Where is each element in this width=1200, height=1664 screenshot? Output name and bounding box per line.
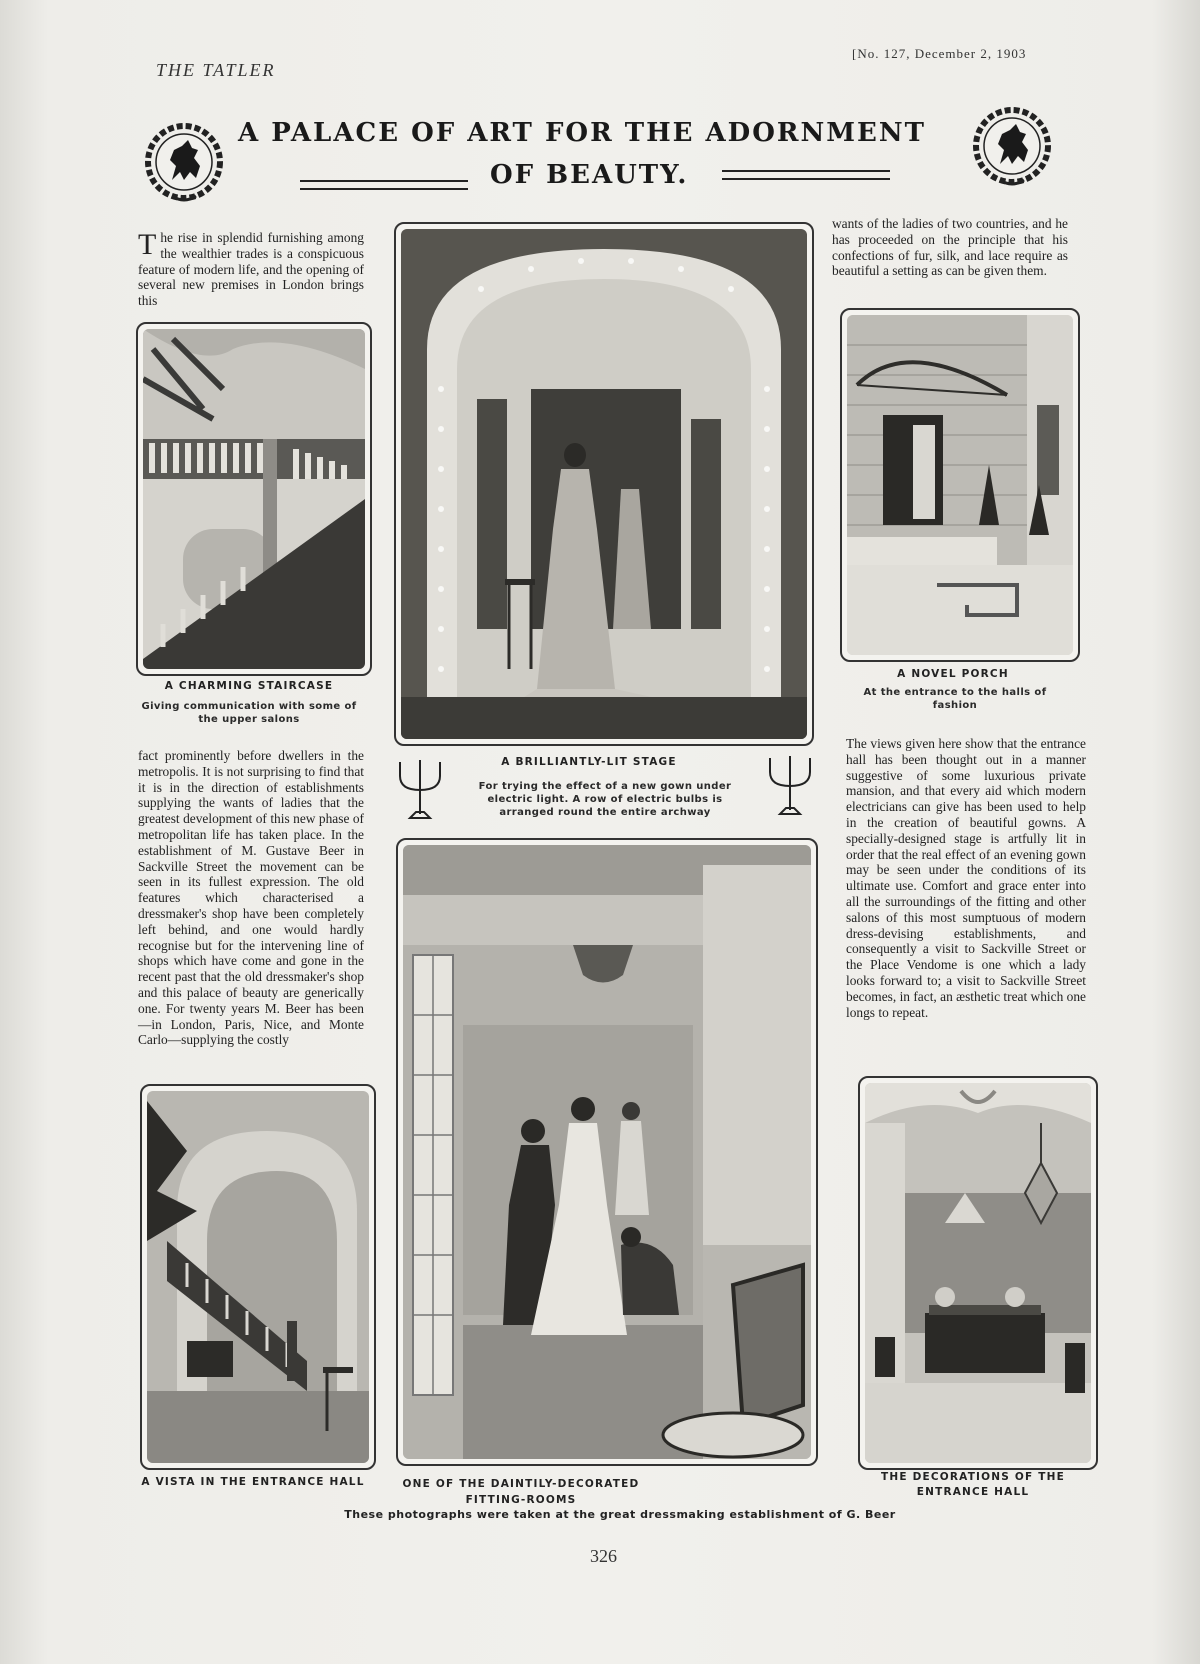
lion-wreath-emblem-right — [970, 104, 1054, 188]
caption-stage-sub: For trying the effect of a new gown under electric light. A row of electric bulbs is arranged round the entire archway — [478, 781, 732, 818]
caption-porch-sub: At the entrance to the halls of fashion — [863, 687, 1047, 711]
caption-porch-title: A NOVEL PORCH — [897, 668, 1009, 680]
caption-decorations-title: THE DECORATIONS OF THE ENTRANCE HALL — [881, 1471, 1065, 1498]
article-col1-bottom — [138, 748, 364, 1048]
caption-staircase-title: A CHARMING STAIRCASE — [164, 680, 334, 692]
article-col3-top — [832, 216, 1068, 279]
article-col3-bottom-text: The views given here show that the entrance hall has been thought out in a manner suggestive of some luxurious private mansion, and that every aid which modern electricians can give has been used to help in the creation of beautiful gowns. A specially-designed stage is artfully lit in order that the real effect of an evening gown may be seen under the conditions of its ultimate use. Comfort and grace enter into all the surroundings of the fitting and other salons of this most sumptuous of modern dress-devising establishments, and consequently a visit to Sackville Street or the Place Vendome is one which a lady looks forward to; a visit to Sackville Street becomes, in fact, an æsthetic treat which one longs to repeat. — [846, 736, 1086, 1020]
stage-image — [401, 229, 807, 739]
article-col1-top — [138, 230, 364, 309]
caption-staircase-sub: Giving communication with some of the upper salons — [141, 701, 357, 725]
entrance-decorations-image — [865, 1083, 1091, 1463]
porch-image — [847, 315, 1073, 655]
headline-rule-left — [300, 180, 468, 190]
photo-porch — [840, 308, 1080, 662]
caption-vista-title: A VISTA IN THE ENTRANCE HALL — [141, 1476, 365, 1488]
photo-credit-line: These photographs were taken at the great dressmaking establishment of G. Beer — [344, 1508, 896, 1521]
photo-staircase — [136, 322, 372, 676]
photo-entrance-decorations — [858, 1076, 1098, 1470]
photo-fitting-room — [396, 838, 818, 1466]
article-col3-top-text: wants of the ladies of two countries, and he has proceeded on the principle that his confections of fur, silk, and lace require as beautiful a setting as can be given them. — [832, 216, 1068, 279]
article-col1-bottom-text: fact prominently before dwellers in the metropolis. It is not surprising to find that it is in the direction of establishments supplying the wants of ladies that the greatest development of this new phase of metropolitan life has taken place. In the establishment of M. Gustave Beer in Sackville Street the movement can be seen in its fullest expression. The old features which characterised a dressmaker's shop have been completely left behind, and one would hardly recognise but for the intervening line of shops which have come and gone in the recent past that the old dressmaker's shop and this palace of beauty are generically one. For twenty years M. Beer has been—in London, Paris, Nice, and Monte Carlo—supplying the costly — [138, 748, 364, 1048]
photo-stage — [394, 222, 814, 746]
running-head-left: THE TATLER — [156, 60, 276, 80]
headline-rule-right — [722, 170, 890, 180]
entrance-vista-image — [147, 1091, 369, 1463]
candelabra-ornament-left — [392, 750, 448, 824]
page-number: 326 — [590, 1546, 617, 1566]
lion-wreath-emblem-left — [142, 120, 226, 204]
headline-line-1: A PALACE OF ART FOR THE ADORNMENT — [238, 118, 926, 148]
photo-entrance-vista — [140, 1084, 376, 1470]
article-col3-bottom — [846, 736, 1086, 1020]
candelabra-ornament-right — [762, 746, 818, 820]
article-col1-top-text: he rise in splendid furnishing among the wealthier trades is a conspicuous feature of modern life, and the opening of several new premises in London brings this — [138, 230, 364, 309]
running-head-right: [No. 127, December 2, 1903 — [852, 46, 1027, 61]
fitting-room-image — [403, 845, 811, 1459]
drop-cap: T — [138, 228, 157, 261]
caption-fitting-title: ONE OF THE DAINTILY-DECORATED FITTING-ROOMS — [402, 1478, 640, 1506]
headline-line-2: OF BEAUTY. — [490, 160, 689, 190]
staircase-image — [143, 329, 365, 669]
caption-stage-title: A BRILLIANTLY-LIT STAGE — [501, 756, 677, 768]
